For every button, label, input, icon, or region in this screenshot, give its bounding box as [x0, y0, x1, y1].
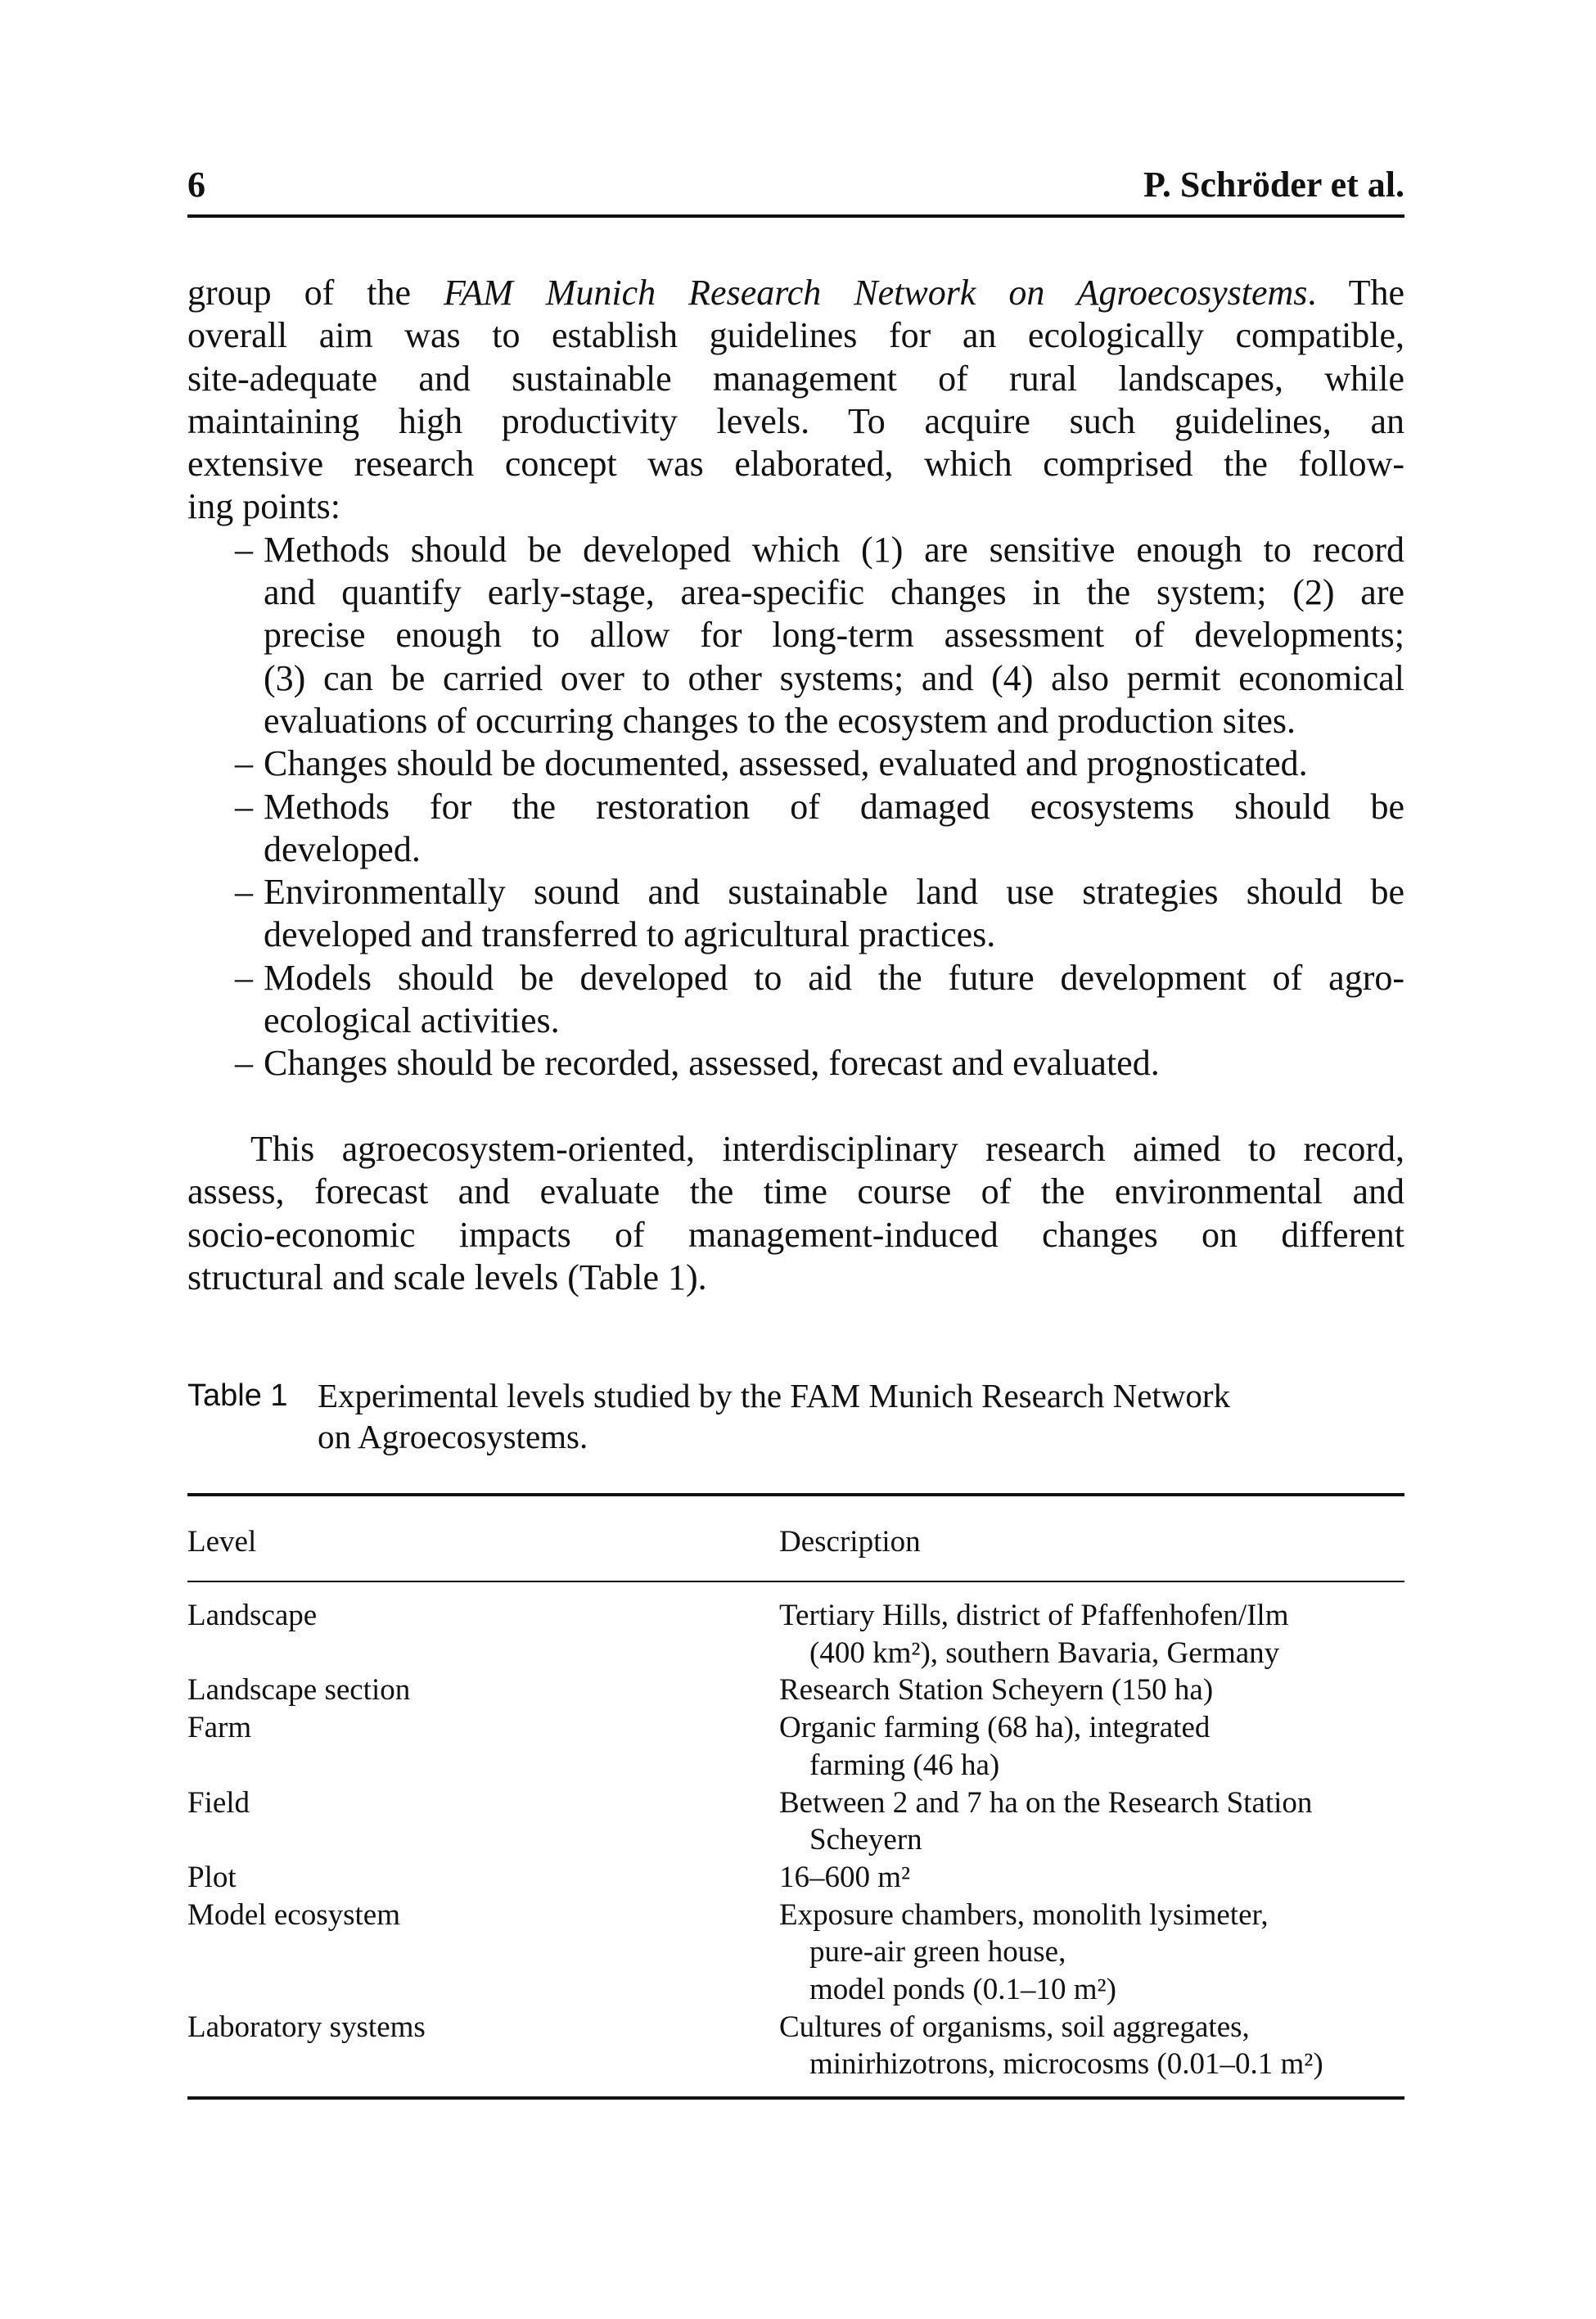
table-top-rule	[187, 1493, 1404, 1496]
caption-line: Experimental levels studied by the FAM Munich Research Network	[318, 1377, 1231, 1414]
text-line: assess, forecast and evaluate the time course of the environmental and	[187, 1171, 1404, 1212]
text-line: extensive research concept was elaborated, which comprised the follow-	[187, 444, 1404, 485]
description-line: minirhizotrons, microcosms (0.01–0.1 m²)	[809, 2047, 1323, 2082]
description-line: (400 km²), southern Bavaria, Germany	[809, 1635, 1280, 1670]
description-line: model ponds (0.1–10 m²)	[809, 1973, 1116, 2007]
page-number: 6	[187, 165, 205, 205]
description-line: farming (46 ha)	[809, 1748, 1000, 1782]
text-span: group of the	[187, 273, 444, 313]
blank-line	[187, 1085, 1404, 1128]
table-row	[187, 2009, 1404, 2083]
text-line: evaluations of occurring changes to the ecosystem and production sites.	[264, 700, 1296, 741]
description-line: Organic farming (68 ha), integrated	[779, 1711, 1211, 1745]
table-row	[187, 1597, 1404, 1672]
cell-level: Laboratory systems	[187, 2010, 426, 2044]
dash-marker: –	[235, 529, 253, 570]
description-line: Exposure chambers, monolith lysimeter,	[779, 1897, 1269, 1932]
text-line	[187, 272, 1404, 314]
description-line: 16–600 m²	[779, 1860, 911, 1894]
cell-description	[779, 1897, 1404, 2009]
list-item	[187, 529, 1404, 742]
description-line: Between 2 and 7 ha on the Research Station	[779, 1785, 1313, 1820]
table-label: Table 1	[187, 1378, 288, 1413]
cell-level: Landscape	[187, 1599, 318, 1632]
list-item	[187, 957, 1404, 1043]
table-row	[187, 1784, 1404, 1859]
text-line: precise enough to allow for long-term assessment of developments;	[264, 615, 1404, 656]
caption-line: on Agroecosystems.	[318, 1418, 588, 1455]
header-rule	[187, 214, 1404, 218]
table-header-row	[187, 1523, 1404, 1561]
table-header-rule	[187, 1581, 1404, 1582]
body-text	[187, 272, 1404, 1299]
description-line: Cultures of organisms, soil aggregates,	[779, 2010, 1250, 2044]
text-span: . The	[1307, 273, 1404, 313]
cell-description	[779, 1597, 1404, 1672]
text-line: maintaining high productivity levels. To acquire such guidelines, an	[187, 400, 1404, 441]
text-line: This agroecosystem-oriented, interdisciplinary research aimed to record,	[250, 1128, 1404, 1169]
dash-marker: –	[235, 786, 253, 827]
text-line: Models should be developed to aid the future development of agro-	[264, 957, 1404, 998]
text-line: site-adequate and sustainable management of rural landscapes, while	[187, 358, 1404, 399]
cell-level: Plot	[187, 1860, 237, 1894]
text-line: Environmentally sound and sustainable land use strategies should be	[264, 872, 1404, 913]
dash-marker: –	[235, 1043, 253, 1084]
table-row	[187, 1897, 1404, 2009]
text-line: (3) can be carried over to other systems; and (4) also permit economical	[264, 657, 1404, 698]
table-bottom-rule	[187, 2096, 1404, 2100]
text-line: socio-economic impacts of management-induced changes on different	[187, 1214, 1404, 1255]
dash-marker: –	[235, 957, 253, 998]
cell-description	[779, 2009, 1404, 2083]
cell-level: Farm	[187, 1711, 252, 1745]
text-line: ecological activities.	[264, 1000, 560, 1041]
text-line: Changes should be documented, assessed, evaluated and prognosticated.	[264, 743, 1308, 784]
text-line: ing points:	[187, 486, 341, 527]
description-line: Tertiary Hills, district of Pfaffenhofen/Ilm	[779, 1599, 1289, 1632]
network-name-italic: FAM Munich Research Network on Agroecosystems	[444, 273, 1308, 313]
list-item	[187, 742, 1404, 785]
text-line: structural and scale levels (Table 1).	[187, 1257, 707, 1297]
list-item	[187, 871, 1404, 957]
running-head-authors: P. Schröder et al.	[1143, 165, 1404, 205]
cell-description	[779, 1859, 1404, 1897]
dash-marker: –	[235, 743, 253, 784]
table-body	[187, 1597, 1404, 2083]
description-line: Scheyern	[809, 1823, 922, 1857]
cell-description	[779, 1672, 1404, 1709]
text-line: Methods for the restoration of damaged ecosystems should be	[264, 786, 1404, 827]
table-caption-text	[318, 1375, 1404, 1457]
cell-level: Model ecosystem	[187, 1897, 400, 1932]
description-line: Research Station Scheyern (150 ha)	[779, 1673, 1214, 1708]
cell-level: Landscape section	[187, 1673, 411, 1708]
text-line: developed and transferred to agricultural practices.	[264, 914, 996, 955]
cell-level: Field	[187, 1785, 250, 1820]
dash-marker: –	[235, 872, 253, 913]
paragraph-2	[187, 1128, 1404, 1299]
list-item	[187, 786, 1404, 872]
column-header-description: Description	[779, 1525, 921, 1559]
cell-description	[779, 1709, 1404, 1784]
bullet-list	[187, 529, 1404, 1085]
text-line: Changes should be recorded, assessed, forecast and evaluated.	[264, 1043, 1160, 1084]
table-row	[187, 1672, 1404, 1709]
cell-description	[779, 1784, 1404, 1859]
running-header	[187, 164, 1404, 205]
table-row	[187, 1709, 1404, 1784]
paragraph-1	[187, 272, 1404, 529]
list-item	[187, 1042, 1404, 1085]
description-line: pure-air green house,	[809, 1935, 1066, 1969]
column-header-level: Level	[187, 1525, 257, 1559]
text-line: Methods should be developed which (1) are sensitive enough to record	[264, 529, 1404, 570]
text-line: developed.	[264, 828, 421, 869]
text-line: and quantify early-stage, area-specific changes in the system; (2) are	[264, 572, 1404, 613]
table-row	[187, 1859, 1404, 1897]
text-line: overall aim was to establish guidelines for an ecologically compatible,	[187, 315, 1404, 356]
table-caption	[187, 1375, 1404, 1457]
